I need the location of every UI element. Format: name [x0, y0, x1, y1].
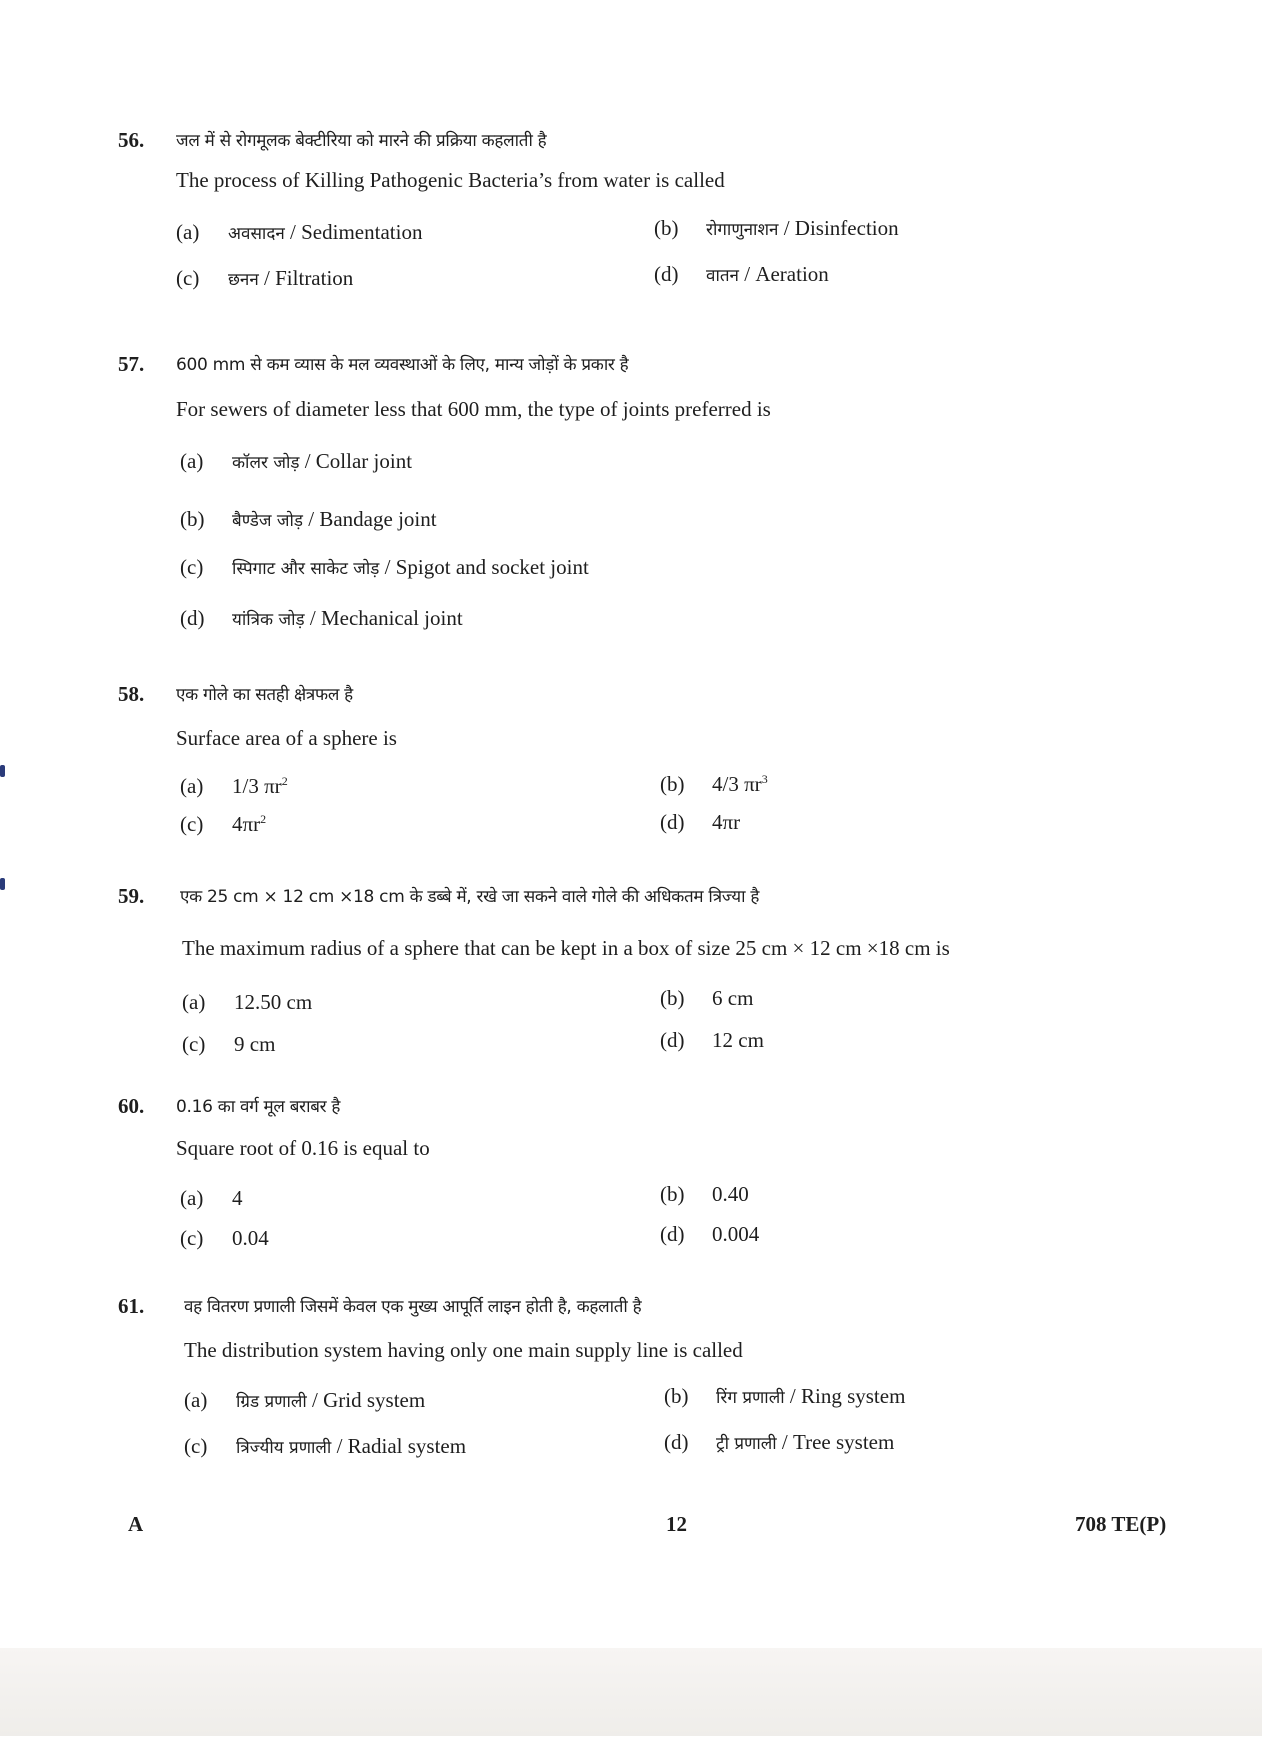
footer-page-number: 12 — [666, 1512, 687, 1536]
option-a[interactable]: (a) कॉलर जोड़ / Collar joint — [180, 449, 413, 473]
question-english: Square root of 0.16 is equal to — [176, 1136, 430, 1160]
question-hindi: एक गोले का सतही क्षेत्रफल है — [176, 685, 353, 705]
option-c[interactable]: (c) स्पिगाट और साकेट जोड़ / Spigot and socket joint — [180, 555, 589, 579]
question-english: For sewers of diameter less that 600 mm, the type of joints preferred is — [176, 397, 771, 421]
question-number: 58. — [118, 682, 145, 706]
question-english: The maximum radius of a sphere that can be kept in a box of size 25 cm × 12 cm ×18 cm is — [182, 936, 950, 960]
question-hindi: वह वितरण प्रणाली जिसमें केवल एक मुख्य आपूर्ति लाइन होती है, कहलाती है — [184, 1297, 642, 1317]
question-number: 56. — [118, 128, 145, 152]
option-a[interactable]: (a) ग्रिड प्रणाली / Grid system — [184, 1388, 426, 1412]
scan-mark — [0, 765, 5, 777]
question-hindi: 600 mm से कम व्यास के मल व्यवस्थाओं के लिए, मान्य जोड़ों के प्रकार है — [176, 355, 629, 375]
option-c[interactable]: (c) $4\pi r^2$ — [180, 812, 267, 836]
scan-bottom-shadow — [0, 1648, 1262, 1736]
option-a[interactable]: (a) अवसादन / Sedimentation — [176, 220, 423, 244]
option-b[interactable]: (b) बैण्डेज जोड़ / Bandage joint — [180, 507, 437, 531]
question-number: 61. — [118, 1294, 145, 1318]
option-c[interactable]: (c) छनन / Filtration — [176, 266, 354, 290]
option-b[interactable]: (b) 6 cm — [660, 986, 754, 1010]
footer-set-label: A — [128, 1512, 144, 1536]
question-hindi: एक 25 cm × 12 cm ×18 cm के डब्बे में, रखे जा सकने वाले गोले की अधिकतम त्रिज्या है — [180, 887, 760, 907]
option-d[interactable]: (d) ट्री प्रणाली / Tree system — [664, 1430, 895, 1454]
question-hindi: जल में से रोगमूलक बेक्टीरिया को मारने की प्रक्रिया कहलाती है — [176, 131, 547, 151]
option-c[interactable]: (c) त्रिज्यीय प्रणाली / Radial system — [184, 1434, 467, 1458]
option-a[interactable]: (a) 1/3 $\pi r^2$ — [180, 774, 288, 798]
question-english: Surface area of a sphere is — [176, 726, 397, 750]
question-number: 60. — [118, 1094, 145, 1118]
footer-paper-code: 708 TE(P) — [1075, 1512, 1167, 1536]
option-b[interactable]: (b) 0.40 — [660, 1182, 749, 1206]
scan-edge — [1262, 1640, 1275, 1755]
option-b[interactable]: (b) 4/3 $\pi r^3$ — [660, 772, 768, 796]
option-d[interactable]: (d) वातन / Aeration — [654, 262, 829, 286]
option-c[interactable]: (c) 0.04 — [180, 1226, 269, 1250]
option-d[interactable]: (d) 4πr — [660, 810, 741, 834]
option-d[interactable]: (d) 0.004 — [660, 1222, 760, 1246]
question-number: 59. — [118, 884, 145, 908]
option-d[interactable]: (d) 12 cm — [660, 1028, 764, 1052]
option-a[interactable]: (a) 12.50 cm — [182, 990, 313, 1014]
option-c[interactable]: (c) 9 cm — [182, 1032, 276, 1056]
scan-mark — [0, 878, 5, 890]
question-english: The distribution system having only one main supply line is called — [184, 1338, 743, 1362]
question-english: The process of Killing Pathogenic Bacteria’s from water is called — [176, 168, 725, 192]
option-b[interactable]: (b) रिंग प्रणाली / Ring system — [664, 1384, 906, 1408]
question-hindi: 0.16 का वर्ग मूल बराबर है — [176, 1097, 341, 1117]
option-d[interactable]: (d) यांत्रिक जोड़ / Mechanical joint — [180, 606, 463, 630]
option-b[interactable]: (b) रोगाणुनाशन / Disinfection — [654, 216, 899, 240]
question-number: 57. — [118, 352, 145, 376]
option-a[interactable]: (a) 4 — [180, 1186, 243, 1210]
